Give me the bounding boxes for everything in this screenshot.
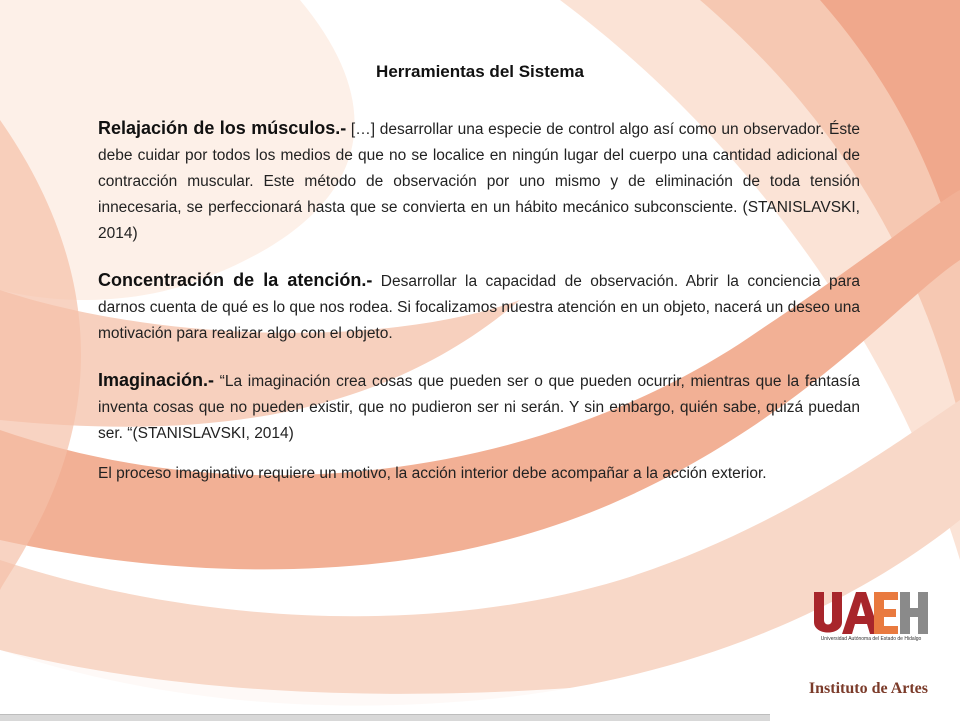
- paragraph-concentracion: [98, 267, 860, 347]
- paragraph-text: “La imaginación crea cosas que pueden ser o que pueden ocurrir, mientras que la fantasía inventa cosas que no pueden existir, que no pudieron ser ni serán. Y sin embargo, quién sabe, quizá puedan ser. “(STANISLAVSKI, 2014): [98, 373, 860, 442]
- paragraph-text: Desarrollar la capacidad de observación. Abrir la conciencia para darnos cuenta de qué es lo que nos rodea. Si focalizamos nuestra atención en un objeto, nacerá un deseo una motivación para realizar algo con el objeto.: [98, 273, 861, 342]
- logo-letter-h: [900, 592, 928, 634]
- paragraph-imaginacion: [98, 367, 860, 447]
- paragraph-heading: Concentración de la atención.-: [98, 270, 373, 290]
- paragraph-relajacion: [98, 115, 860, 247]
- slide-title: Herramientas del Sistema: [376, 62, 584, 81]
- paragraph-heading: Imaginación.-: [98, 370, 215, 390]
- paragraph-text: […] desarrollar una especie de control algo así como un observador. Éste debe cuidar por todos los medios de que no se localice en ningún lugar del cuerpo una cantidad adicional de contracción muscular. Este método de observación por uno mismo y de eliminación de toda tensión innecesaria, se perfeccionará hasta que se convierta en un hábito mecánico subconsciente. (STANISLAVSKI, 2014): [98, 121, 860, 242]
- paragraph-heading: Relajación de los músculos.-: [98, 118, 347, 138]
- slide-body: [98, 115, 860, 507]
- footer-institute: Instituto de Artes: [808, 680, 928, 697]
- paragraph-closing: El proceso imaginativo requiere un motivo, la acción interior debe acompañar a la acción exterior.: [98, 465, 767, 482]
- logo-caption: Universidad Autónoma del Estado de Hidalgo: [820, 636, 922, 642]
- logo-letter-u: [814, 592, 842, 633]
- logo-letter-e: [874, 592, 898, 634]
